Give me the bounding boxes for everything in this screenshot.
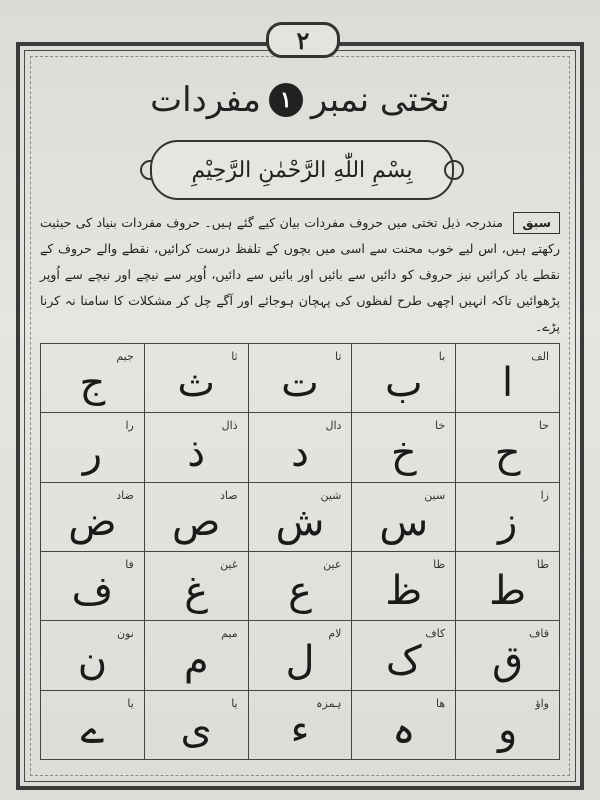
- letter-cell: [248, 621, 352, 690]
- letter-cell: [144, 413, 248, 482]
- title-part2: مفردات: [150, 80, 261, 120]
- letter-name: خا: [435, 419, 446, 433]
- letter-name: شین: [320, 488, 342, 502]
- lesson-paragraph: [40, 210, 560, 335]
- letter-name: فا: [125, 558, 134, 571]
- letter-name: ضاد: [116, 488, 134, 502]
- bismillah-ornament-right: [444, 160, 464, 180]
- letter-name: لام: [328, 627, 342, 641]
- letter-glyph: ہ: [392, 707, 416, 753]
- letter-cell: [351, 344, 455, 413]
- letter-glyph: ر: [82, 429, 103, 476]
- letter-cell: [455, 413, 559, 482]
- letter-cell: [351, 483, 455, 552]
- letter-name: حا: [538, 419, 549, 433]
- letters-table: [40, 343, 560, 760]
- letter-cell: [248, 691, 352, 760]
- letter-name: ذال: [221, 419, 238, 433]
- letter-cell: [248, 344, 352, 413]
- letter-glyph: س: [379, 499, 429, 545]
- letter-name: یا: [127, 696, 134, 710]
- letter-glyph: غ: [184, 568, 209, 615]
- letter-glyph: ی: [180, 707, 212, 753]
- letter-cell: [144, 483, 248, 552]
- letter-name: دال: [325, 419, 342, 433]
- letter-glyph: ت: [281, 360, 319, 407]
- letter-cell: [351, 621, 455, 690]
- letter-name: طا: [536, 558, 549, 571]
- letter-name: ظا: [433, 558, 446, 571]
- letter-cell: [40, 344, 144, 413]
- letter-glyph: ج: [79, 360, 106, 407]
- letter-cell: [40, 552, 144, 621]
- letter-cell: [144, 552, 248, 621]
- letter-cell: [248, 552, 352, 621]
- letter-name: قاف: [528, 627, 549, 641]
- title-number-badge: ۱: [269, 83, 303, 117]
- letter-glyph: ل: [285, 637, 315, 684]
- letter-glyph: ب: [384, 360, 423, 407]
- letter-cell: [455, 344, 559, 413]
- letter-name: الف: [531, 350, 549, 363]
- lesson-tag: سبق: [513, 212, 560, 234]
- letter-glyph: ذ: [187, 429, 206, 476]
- letter-name: یا: [231, 696, 238, 710]
- letter-glyph: ظ: [385, 568, 423, 615]
- page-title: [140, 70, 460, 130]
- letter-glyph: د: [291, 429, 309, 476]
- letter-name: کاف: [425, 627, 446, 641]
- letter-name: ھا: [436, 696, 446, 710]
- letter-glyph: و: [497, 707, 518, 753]
- letter-glyph: ق: [492, 637, 524, 684]
- letter-name: غین: [220, 558, 238, 571]
- letter-glyph: ث: [177, 360, 216, 407]
- letter-cell: [351, 691, 455, 760]
- letter-name: ہمزہ: [316, 696, 342, 710]
- letter-name: واؤ: [535, 696, 549, 710]
- letter-name: با: [438, 350, 446, 363]
- letter-glyph: خ: [390, 429, 417, 476]
- letter-cell: [144, 621, 248, 690]
- letter-glyph: ع: [288, 568, 312, 615]
- letter-name: ثا: [231, 350, 238, 363]
- letter-cell: [455, 552, 559, 621]
- letter-glyph: ا: [502, 360, 514, 407]
- letter-name: زا: [540, 488, 549, 502]
- letter-name: میم: [221, 627, 238, 641]
- letter-cell: [40, 691, 144, 760]
- letter-cell: [351, 552, 455, 621]
- letter-glyph: ض: [68, 499, 117, 545]
- letter-name: نون: [116, 627, 134, 641]
- letter-name: جیم: [116, 350, 134, 363]
- letter-cell: [40, 413, 144, 482]
- letter-cell: [40, 483, 144, 552]
- letter-glyph: ک: [385, 637, 422, 684]
- letter-cell: [351, 413, 455, 482]
- letter-glyph: ص: [172, 499, 221, 545]
- letter-cell: [40, 621, 144, 690]
- letter-name: تا: [334, 350, 342, 363]
- letter-cell: [455, 621, 559, 690]
- lesson-text: مندرجہ ذیل تختی میں حروف مفردات بیان کیے گئے ہیں۔ حروف مفردات بنیاد کی حیثیت رکھتے ہیں، اس لیے خوب محنت سے اسی میں بچوں کے تلفظ درست کرائیں، نقطے والے حروف کے نقطے یاد کرائیں نیز حروف کو دائیں سے بائیں اور بائیں سے دائیں، اُوپر سے نیچے اور نیچے سے اُوپر پڑھوائیں تاکہ انہیں اچھی طرح لفظوں کی پہچان ہوجائے اور آگے چل کر مشکلات کا سامنا نہ کرنا پڑے۔: [40, 215, 560, 334]
- letter-cell: [248, 413, 352, 482]
- letter-glyph: ط: [489, 568, 527, 615]
- letter-name: سین: [424, 488, 446, 502]
- page-number: [266, 22, 340, 58]
- letter-glyph: م: [183, 637, 209, 684]
- letter-glyph: ح: [494, 429, 521, 476]
- letter-glyph: ز: [497, 499, 518, 545]
- letter-name: عین: [323, 558, 342, 571]
- letter-glyph: ے: [80, 707, 105, 753]
- letter-glyph: ن: [77, 637, 108, 684]
- letter-glyph: ف: [71, 568, 114, 615]
- letter-cell: [144, 691, 248, 760]
- title-part1: تختی نمبر: [310, 80, 450, 120]
- letter-glyph: ش: [275, 499, 325, 545]
- letter-glyph: ء: [290, 707, 310, 753]
- letter-name: صاد: [220, 488, 238, 502]
- letter-cell: [248, 483, 352, 552]
- letter-cell: [455, 691, 559, 760]
- letter-cell: [455, 483, 559, 552]
- letter-cell: [144, 344, 248, 413]
- letter-name: را: [125, 419, 134, 433]
- bismillah-text: بِسْمِ اللّٰهِ الرَّحْمٰنِ الرَّحِيْمِ: [191, 157, 413, 183]
- page-number-text: ۲: [296, 25, 310, 55]
- bismillah-banner: [150, 140, 454, 200]
